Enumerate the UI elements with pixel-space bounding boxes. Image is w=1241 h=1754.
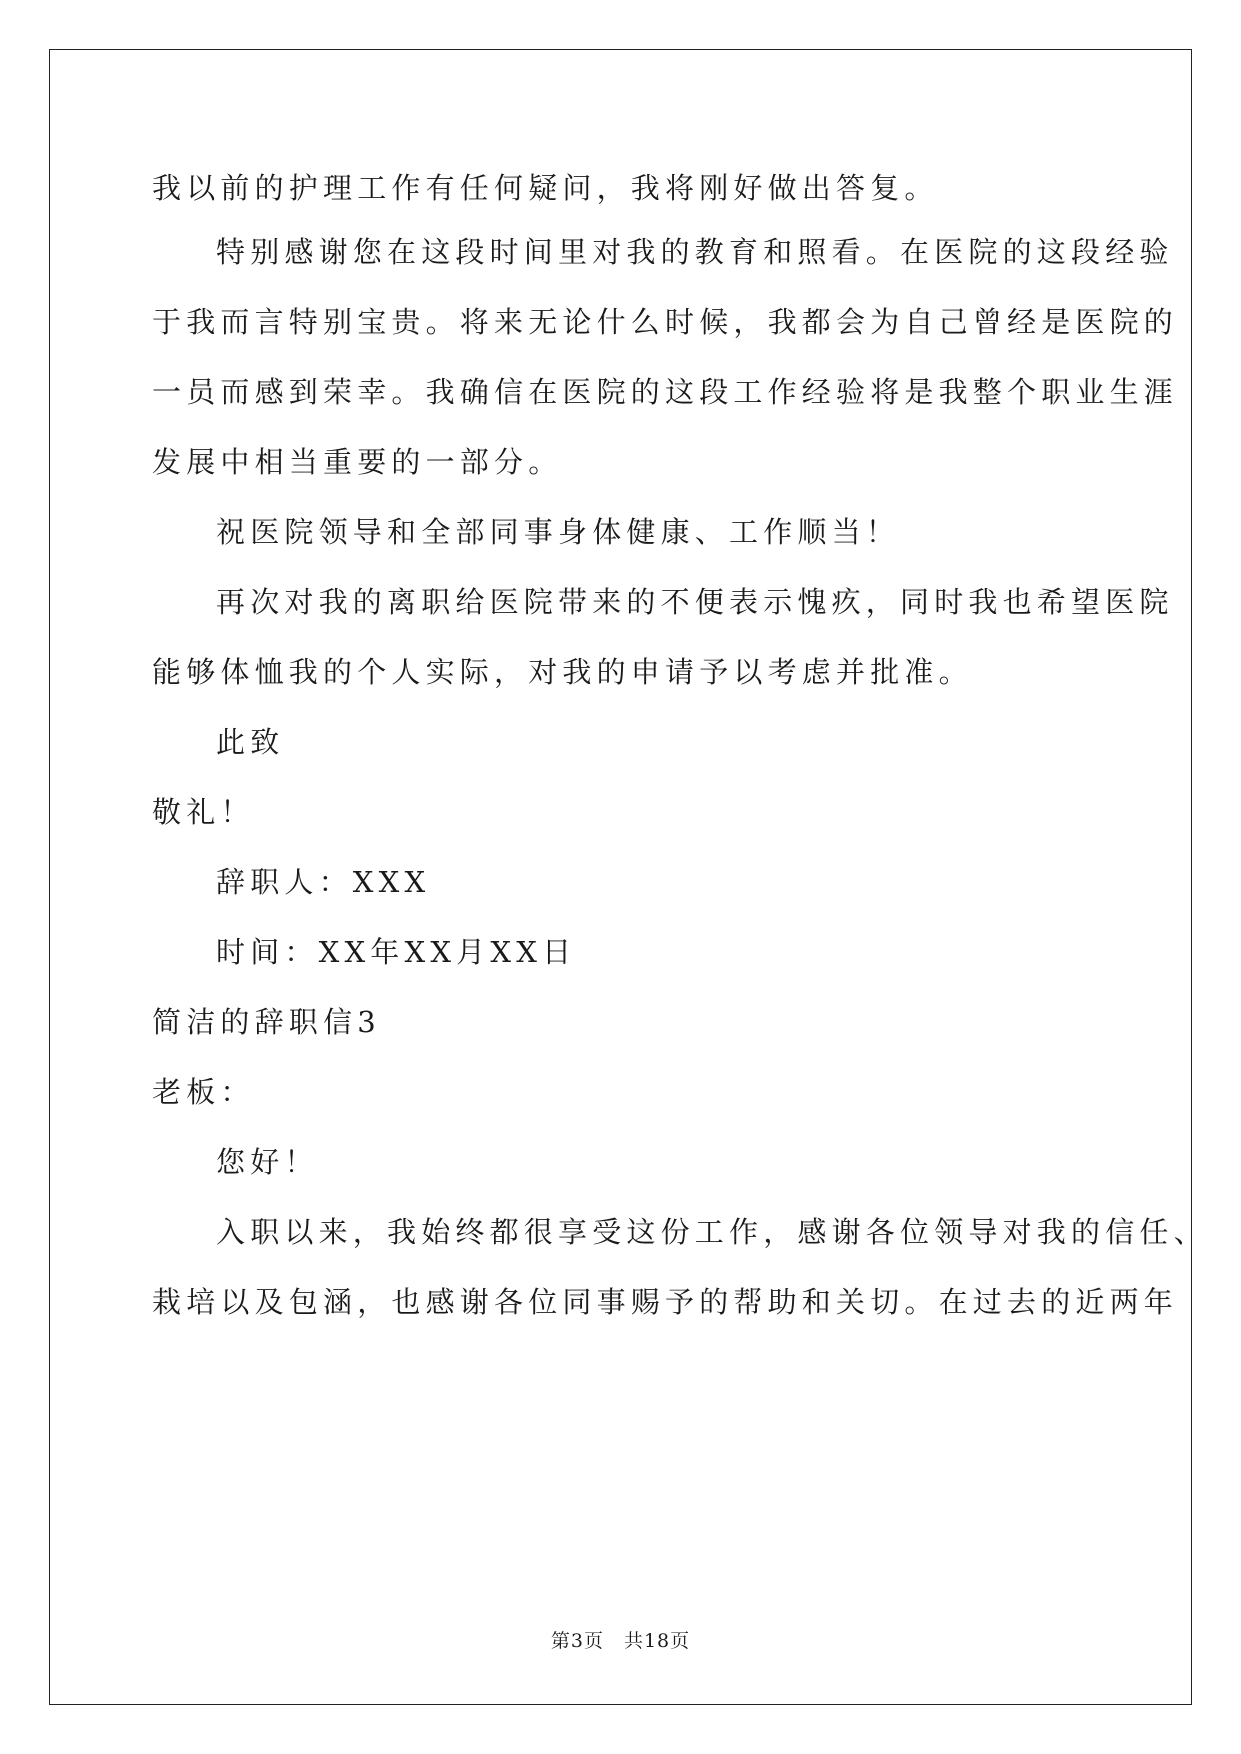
paragraph-line: 我以前的护理工作有任何疑问，我将刚好做出答复。 xyxy=(152,171,939,205)
signature-date: 时间：XX年XX月XX日 xyxy=(216,935,577,969)
paragraph-line: 再次对我的离职给医院带来的不便表示愧疚，同时我也希望医院 xyxy=(216,585,1174,619)
paragraph-line: 特别感谢您在这段时间里对我的教育和照看。在医院的这段经验 xyxy=(216,235,1174,269)
paragraph-line: 发展中相当重要的一部分。 xyxy=(152,445,563,479)
paragraph-line: 能够体恤我的个人实际，对我的申请予以考虑并批准。 xyxy=(152,655,973,689)
paragraph-line: 于我而言特别宝贵。将来无论什么时候，我都会为自己曾经是医院的 xyxy=(152,305,1179,339)
letter-greeting: 您好！ xyxy=(216,1145,319,1179)
closing-salutation: 此致 xyxy=(216,725,285,759)
closing-regards: 敬礼！ xyxy=(152,795,255,829)
paragraph-line: 祝医院领导和全部同事身体健康、工作顺当！ xyxy=(216,515,901,549)
paragraph-line: 入职以来，我始终都很享受这份工作，感谢各位领导对我的信任、 xyxy=(216,1215,1208,1249)
paragraph-line: 一员而感到荣幸。我确信在医院的这段工作经验将是我整个职业生涯 xyxy=(152,375,1179,409)
section-title: 简洁的辞职信3 xyxy=(152,1005,381,1039)
letter-addressee: 老板： xyxy=(152,1075,255,1109)
page-number-footer: 第3页 共18页 xyxy=(550,1630,691,1652)
paragraph-line: 栽培以及包涵，也感谢各位同事赐予的帮助和关切。在过去的近两年 xyxy=(152,1285,1179,1319)
signature-name: 辞职人：XXX xyxy=(216,865,431,899)
